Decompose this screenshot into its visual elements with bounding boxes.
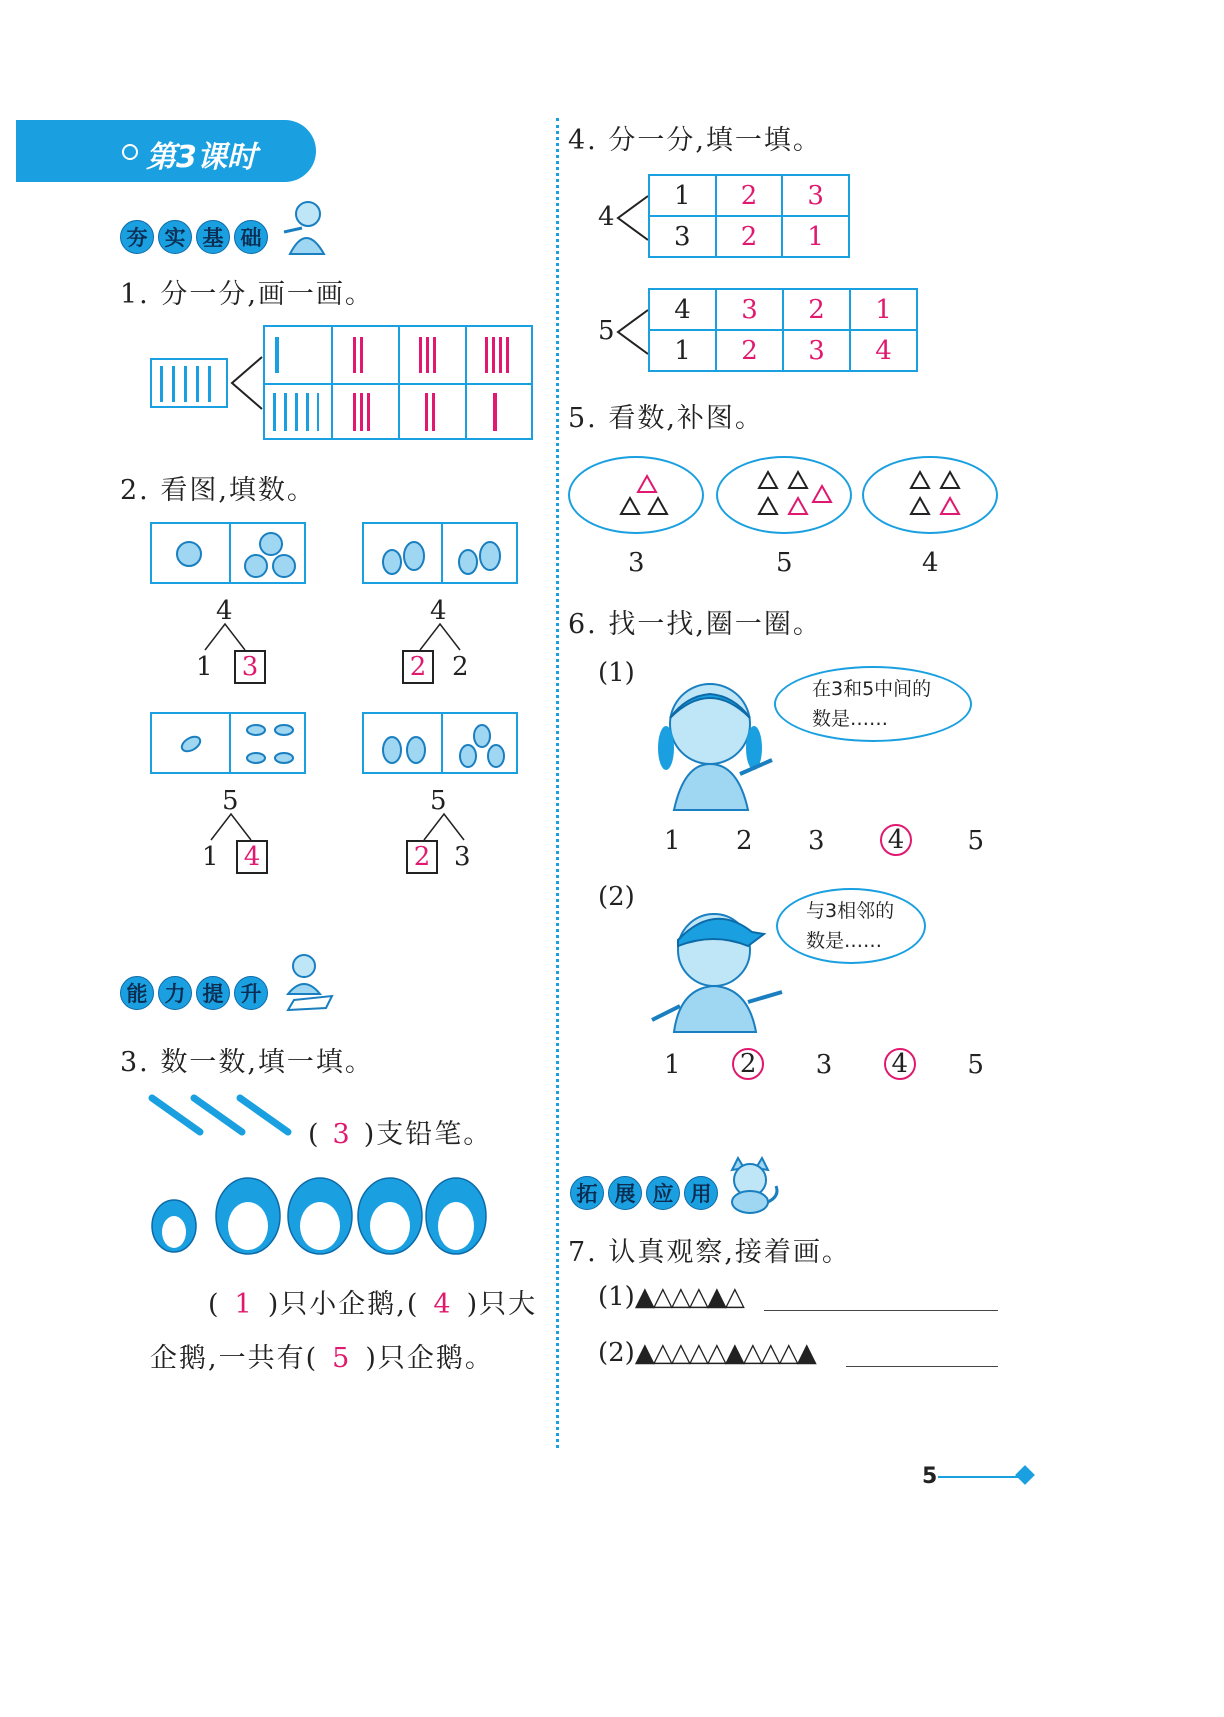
q4-table-4: 1 2 3 3 2 1: [648, 174, 850, 258]
answer-small-penguins[interactable]: 1: [234, 1289, 254, 1320]
q2-tree-3: 5 1 4: [196, 786, 276, 876]
q6-speech-bubble-1: 在3和5中间的 数是……: [774, 666, 972, 742]
sticks-top-1: [275, 337, 279, 373]
circled-answer[interactable]: 2: [732, 1048, 764, 1080]
bullet-icon: [122, 144, 138, 160]
q6-part2-number-row: 1 2 3 4 5: [664, 1049, 984, 1080]
column-divider: [556, 118, 559, 1448]
sticks-bottom-2: [353, 393, 374, 431]
sticks-top-3: [419, 337, 440, 373]
q6-part1-number-row: 1 2 3 4 5: [664, 825, 984, 856]
split-bracket-icon: [228, 355, 264, 411]
apples-icon: [240, 528, 302, 584]
q7-title: 7. 认真观察,接着画。: [568, 1237, 851, 1268]
boy-presenting-icon: [644, 902, 788, 1034]
pears-icon: [378, 532, 434, 578]
split-bracket-icon: [614, 308, 650, 356]
answer-box[interactable]: 3: [234, 650, 266, 684]
circled-answer[interactable]: 4: [884, 1048, 916, 1080]
q1-title: 1. 分一分,画一画。: [120, 279, 374, 310]
answer-total-penguins[interactable]: 5: [332, 1343, 352, 1374]
cat-icon: [720, 1156, 782, 1214]
sticks-bottom-4: [493, 393, 497, 431]
answer-box[interactable]: 4: [236, 840, 268, 874]
girl-writing-icon: [276, 196, 336, 256]
q6-title: 6. 找一找,圈一圈。: [568, 609, 822, 640]
q2-picture-candies: [150, 712, 306, 774]
section-badge-extension: 拓 展 应 用: [570, 1176, 718, 1212]
q7-part2-answer-line[interactable]: [846, 1366, 998, 1367]
q2-tree-1: 4 1 3: [190, 596, 270, 686]
page-number: 5: [922, 1464, 938, 1489]
pineapples-icon: [378, 724, 434, 768]
q2-picture-pears: [362, 522, 518, 584]
page-number-line: [938, 1476, 1020, 1478]
q5-oval-1: [568, 456, 704, 534]
lesson-banner: [16, 120, 316, 182]
diamond-icon: [1015, 1465, 1035, 1485]
candies-icon: [240, 718, 302, 774]
q2-tree-4: 5 2 3: [404, 786, 484, 876]
q7-part1: (1)▲△△△▲△: [598, 1282, 743, 1312]
answer-box[interactable]: 2: [402, 650, 434, 684]
q2-title: 2. 看图,填数。: [120, 475, 316, 506]
q2-picture-pineapples: [362, 712, 518, 774]
sticks-bottom-3: [425, 393, 439, 431]
q6-part2-label: (2): [598, 882, 635, 912]
q1-whole-box: [150, 358, 228, 408]
answer-pencils[interactable]: 3: [332, 1119, 352, 1150]
answer-big-penguins[interactable]: 4: [433, 1289, 453, 1320]
q5-number-1: 3: [628, 548, 645, 578]
q5-oval-3: [862, 456, 998, 534]
section-badge-basics: 夯 实 基 础: [120, 220, 268, 256]
q4-total-5: 5: [598, 316, 615, 346]
q2-tree-2: 4 2 2: [400, 596, 480, 686]
q5-number-3: 4: [922, 548, 939, 578]
q4-title: 4. 分一分,填一填。: [568, 125, 822, 156]
q5-oval-2: [716, 456, 852, 534]
girl-pointing-icon: [644, 678, 784, 812]
q4-table-5: 4 3 2 1 1 2 3 4: [648, 288, 918, 372]
q7-part1-pattern: ▲△△△▲△: [634, 1282, 743, 1312]
q4-total-4: 4: [598, 202, 615, 232]
q3-pencil-sentence: ( 3 )支铅笔。: [308, 1119, 493, 1150]
candy-icon: [176, 732, 206, 756]
q6-part1-label: (1): [598, 658, 635, 688]
sticks-top-4: [485, 337, 513, 373]
answer-box[interactable]: 2: [406, 840, 438, 874]
q7-part2-pattern: ▲△△△△▲△△△▲: [634, 1338, 815, 1368]
girl-studying-icon: [276, 950, 336, 1012]
pears-icon: [454, 532, 510, 578]
q7-part1-answer-line[interactable]: [764, 1310, 998, 1311]
pineapples-icon: [454, 718, 510, 772]
sticks-bottom-1: [273, 393, 319, 431]
split-bracket-icon: [614, 194, 650, 242]
pencils-icon: [148, 1094, 294, 1138]
q2-picture-apples: [150, 522, 306, 584]
circled-answer[interactable]: 4: [880, 824, 912, 856]
q3-penguin-line1: ( 1 )只小企鹅,( 4 )只大: [208, 1289, 538, 1320]
apple-icon: [174, 538, 204, 568]
q3-penguin-line2: 企鹅,一共有( 5 )只企鹅。: [150, 1343, 494, 1374]
q5-title: 5. 看数,补图。: [568, 403, 764, 434]
q5-number-2: 5: [776, 548, 793, 578]
q3-title: 3. 数一数,填一填。: [120, 1047, 374, 1078]
sticks-top-2: [353, 337, 367, 373]
lesson-title: 第3课时: [146, 140, 257, 175]
q6-speech-bubble-2: 与3相邻的 数是……: [776, 888, 926, 964]
section-badge-ability: 能 力 提 升: [120, 976, 268, 1012]
q7-part2: (2)▲△△△△▲△△△▲: [598, 1338, 815, 1368]
q1-split-table: [263, 325, 533, 440]
penguins-icon: [148, 1172, 488, 1258]
